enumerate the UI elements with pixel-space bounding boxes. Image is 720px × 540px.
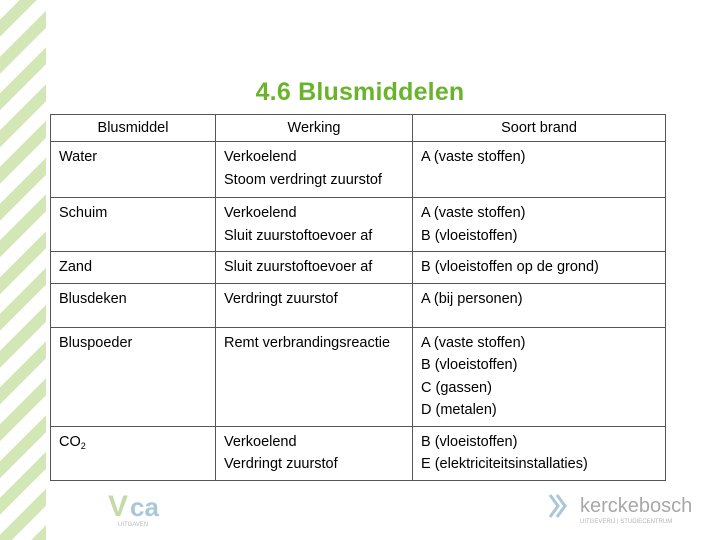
- kerckebosch-caption: UITGEVERIJ | STUDIECENTRUM: [580, 519, 673, 525]
- fire-class-cell: [413, 142, 666, 198]
- effect-line: Verkoelend: [224, 205, 297, 221]
- effect-line: Sluit zuurstoftoevoer af: [224, 227, 373, 244]
- fire-class-line: B (vloeistoffen): [421, 433, 518, 450]
- effect-cell: [216, 142, 413, 198]
- table-row: [51, 327, 666, 426]
- fire-class-cell: [413, 283, 666, 327]
- agent-subscript: 2: [80, 440, 86, 451]
- vca-logo-mark: V: [108, 490, 129, 523]
- effect-cell: [216, 283, 413, 327]
- fire-class-cell: [413, 426, 666, 480]
- table-row: [51, 198, 666, 252]
- effect-line: Sluit zuurstoftoevoer af: [224, 259, 373, 275]
- effect-line: Verkoelend: [224, 433, 297, 450]
- fire-class-line: A (vaste stoffen): [421, 205, 526, 221]
- fire-class-cell: [413, 252, 666, 284]
- vca-logo: [106, 490, 186, 530]
- effect-cell: [216, 198, 413, 252]
- effect-line: Verkoelend: [224, 149, 297, 165]
- kerckebosch-logo: [548, 488, 698, 528]
- column-header-effect: Werking: [216, 115, 413, 142]
- effect-line: Verdringt zuurstof: [224, 290, 338, 307]
- agent-name: Schuim: [59, 205, 108, 221]
- agent-name: Zand: [59, 259, 93, 275]
- fire-class-cell: [413, 198, 666, 252]
- fire-class-line: B (vloeistoffen op de grond): [421, 259, 599, 275]
- fire-class-line: D (metalen): [421, 402, 497, 418]
- agent-name: Bluspoeder: [59, 334, 133, 351]
- fire-class-line: A (bij personen): [421, 290, 523, 307]
- agent-cell: [51, 327, 216, 426]
- agent-cell: [51, 142, 216, 198]
- fire-class-line: A (vaste stoffen): [421, 334, 526, 351]
- kerckebosch-arrow-icon: [550, 495, 558, 517]
- effect-cell: [216, 426, 413, 480]
- fire-class-cell: [413, 327, 666, 426]
- fire-class-line: C (gassen): [421, 379, 492, 396]
- effect-cell: [216, 327, 413, 426]
- table-row: [51, 142, 666, 198]
- fire-class-line: B (vloeistoffen): [421, 357, 518, 373]
- effect-line: Stoom verdringt zuurstof: [224, 171, 382, 188]
- agent-name: Blusdeken: [59, 290, 127, 307]
- agent-cell: [51, 252, 216, 284]
- table-row: [51, 426, 666, 480]
- kerckebosch-wordmark: kerckebosch: [580, 495, 693, 517]
- vca-logo-caption: UITGAVEN: [118, 522, 149, 528]
- fire-class-line: A (vaste stoffen): [421, 149, 526, 165]
- agent-cell: [51, 283, 216, 327]
- effect-cell: [216, 252, 413, 284]
- effect-line: Remt verbrandingsreactie: [224, 334, 391, 351]
- effect-line: Verdringt zuurstof: [224, 456, 338, 472]
- agent-cell: [51, 198, 216, 252]
- table-header-row: [51, 115, 666, 142]
- column-header-fire-class: Soort brand: [413, 115, 666, 142]
- agent-name: Water: [59, 149, 98, 165]
- table-row: [51, 252, 666, 284]
- column-header-agent: Blusmiddel: [51, 115, 216, 142]
- page-title: 4.6 Blusmiddelen: [255, 78, 465, 106]
- agent-cell: [51, 426, 216, 480]
- table-row: [51, 283, 666, 327]
- agent-name: CO: [59, 433, 81, 450]
- vca-logo-mark-2: ca: [130, 492, 159, 522]
- fire-class-line: B (vloeistoffen): [421, 227, 518, 244]
- fire-class-line: E (elektriciteitsinstallaties): [421, 456, 588, 472]
- extinguishing-agents-table: [50, 114, 666, 481]
